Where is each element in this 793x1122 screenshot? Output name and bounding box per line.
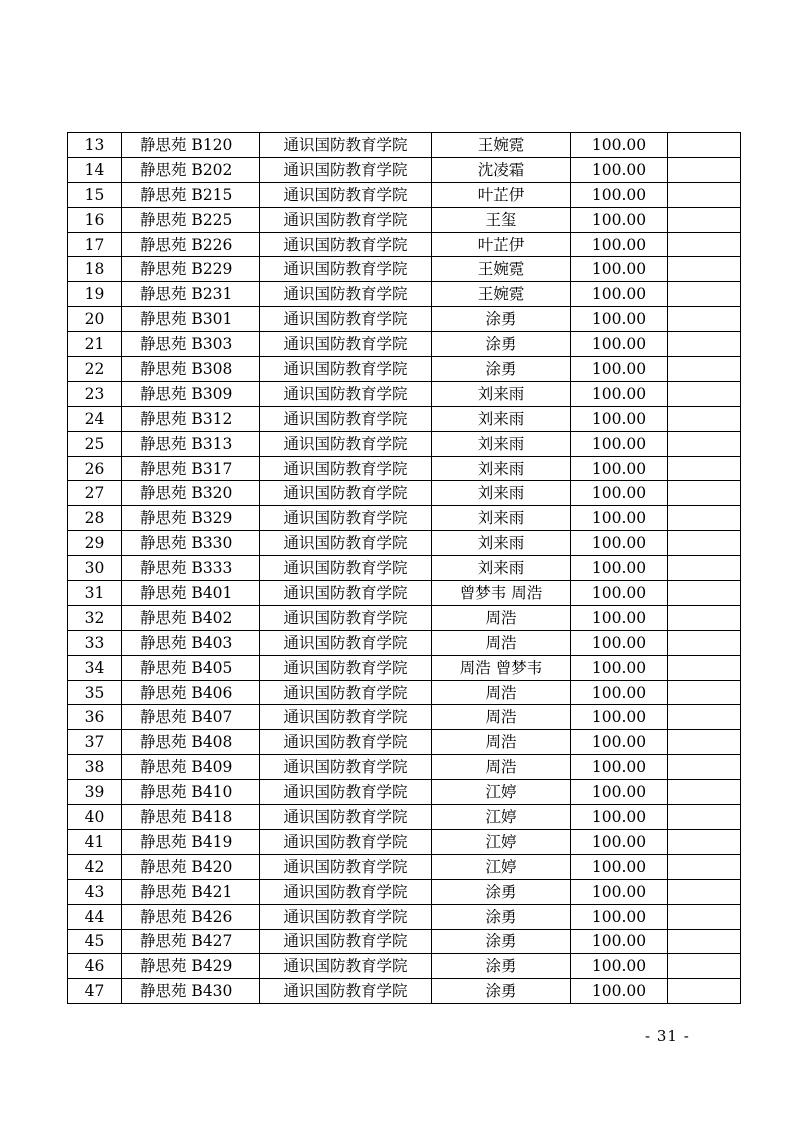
responsible-person-cell: 周浩 (432, 730, 571, 755)
score-cell: 100.00 (571, 332, 668, 357)
table-row (68, 456, 741, 481)
responsible-person-cell: 周浩 (432, 705, 571, 730)
remark-cell (668, 531, 741, 556)
table-row (68, 805, 741, 830)
college-cell: 通识国防教育学院 (260, 954, 432, 979)
college-cell: 通识国防教育学院 (260, 680, 432, 705)
dorm-room-cell: 静思苑 B329 (122, 506, 260, 531)
score-cell: 100.00 (571, 481, 668, 506)
table-row (68, 357, 741, 382)
dorm-room-cell: 静思苑 B226 (122, 232, 260, 257)
responsible-person-cell: 江婷 (432, 829, 571, 854)
table-row (68, 630, 741, 655)
table-row (68, 506, 741, 531)
table-row (68, 257, 741, 282)
remark-cell (668, 257, 741, 282)
remark-cell (668, 829, 741, 854)
score-cell: 100.00 (571, 705, 668, 730)
score-cell: 100.00 (571, 182, 668, 207)
college-cell: 通识国防教育学院 (260, 207, 432, 232)
row-number-cell: 22 (68, 357, 122, 382)
responsible-person-cell: 涂勇 (432, 332, 571, 357)
table-row (68, 531, 741, 556)
college-cell: 通识国防教育学院 (260, 506, 432, 531)
dorm-room-cell: 静思苑 B420 (122, 854, 260, 879)
dorm-room-cell: 静思苑 B333 (122, 556, 260, 581)
college-cell: 通识国防教育学院 (260, 556, 432, 581)
table-row (68, 605, 741, 630)
dorm-room-cell: 静思苑 B309 (122, 381, 260, 406)
table-row (68, 556, 741, 581)
row-number-cell: 14 (68, 157, 122, 182)
row-number-cell: 40 (68, 805, 122, 830)
dorm-room-cell: 静思苑 B320 (122, 481, 260, 506)
college-cell: 通识国防教育学院 (260, 904, 432, 929)
row-number-cell: 44 (68, 904, 122, 929)
remark-cell (668, 879, 741, 904)
responsible-person-cell: 叶芷伊 (432, 232, 571, 257)
score-cell: 100.00 (571, 506, 668, 531)
row-number-cell: 20 (68, 307, 122, 332)
table-row (68, 979, 741, 1004)
score-cell: 100.00 (571, 904, 668, 929)
table-row (68, 182, 741, 207)
table-row (68, 680, 741, 705)
college-cell: 通识国防教育学院 (260, 655, 432, 680)
row-number-cell: 42 (68, 854, 122, 879)
remark-cell (668, 282, 741, 307)
row-number-cell: 19 (68, 282, 122, 307)
row-number-cell: 16 (68, 207, 122, 232)
responsible-person-cell: 刘来雨 (432, 456, 571, 481)
remark-cell (668, 133, 741, 158)
dorm-room-cell: 静思苑 B426 (122, 904, 260, 929)
dormitory-score-table (67, 132, 741, 1004)
score-cell: 100.00 (571, 157, 668, 182)
row-number-cell: 34 (68, 655, 122, 680)
responsible-person-cell: 涂勇 (432, 954, 571, 979)
responsible-person-cell: 刘来雨 (432, 381, 571, 406)
score-cell: 100.00 (571, 381, 668, 406)
college-cell: 通识国防教育学院 (260, 805, 432, 830)
remark-cell (668, 605, 741, 630)
dorm-room-cell: 静思苑 B301 (122, 307, 260, 332)
responsible-person-cell: 刘来雨 (432, 506, 571, 531)
row-number-cell: 39 (68, 780, 122, 805)
table-row (68, 431, 741, 456)
college-cell: 通识国防教育学院 (260, 157, 432, 182)
row-number-cell: 35 (68, 680, 122, 705)
responsible-person-cell: 刘来雨 (432, 431, 571, 456)
table-row (68, 232, 741, 257)
row-number-cell: 31 (68, 581, 122, 606)
table-row (68, 655, 741, 680)
college-cell: 通识国防教育学院 (260, 531, 432, 556)
college-cell: 通识国防教育学院 (260, 381, 432, 406)
score-cell: 100.00 (571, 655, 668, 680)
responsible-person-cell: 周浩 (432, 605, 571, 630)
row-number-cell: 43 (68, 879, 122, 904)
dorm-room-cell: 静思苑 B317 (122, 456, 260, 481)
row-number-cell: 30 (68, 556, 122, 581)
table-row (68, 829, 741, 854)
score-cell: 100.00 (571, 406, 668, 431)
score-cell: 100.00 (571, 780, 668, 805)
score-cell: 100.00 (571, 357, 668, 382)
table-row (68, 780, 741, 805)
table-row (68, 854, 741, 879)
remark-cell (668, 979, 741, 1004)
remark-cell (668, 556, 741, 581)
score-cell: 100.00 (571, 581, 668, 606)
college-cell: 通识国防教育学院 (260, 929, 432, 954)
dorm-room-cell: 静思苑 B429 (122, 954, 260, 979)
dorm-room-cell: 静思苑 B231 (122, 282, 260, 307)
responsible-person-cell: 周浩 (432, 680, 571, 705)
remark-cell (668, 630, 741, 655)
score-cell: 100.00 (571, 556, 668, 581)
table-row (68, 381, 741, 406)
score-cell: 100.00 (571, 730, 668, 755)
table-row (68, 481, 741, 506)
row-number-cell: 36 (68, 705, 122, 730)
score-cell: 100.00 (571, 282, 668, 307)
score-cell: 100.00 (571, 431, 668, 456)
dorm-room-cell: 静思苑 B427 (122, 929, 260, 954)
college-cell: 通识国防教育学院 (260, 879, 432, 904)
score-cell: 100.00 (571, 307, 668, 332)
responsible-person-cell: 周浩 曾梦韦 (432, 655, 571, 680)
remark-cell (668, 854, 741, 879)
college-cell: 通识国防教育学院 (260, 357, 432, 382)
remark-cell (668, 805, 741, 830)
college-cell: 通识国防教育学院 (260, 581, 432, 606)
remark-cell (668, 680, 741, 705)
table-row (68, 332, 741, 357)
dorm-room-cell: 静思苑 B313 (122, 431, 260, 456)
score-cell: 100.00 (571, 805, 668, 830)
table-row (68, 929, 741, 954)
dorm-room-cell: 静思苑 B419 (122, 829, 260, 854)
row-number-cell: 27 (68, 481, 122, 506)
remark-cell (668, 182, 741, 207)
row-number-cell: 15 (68, 182, 122, 207)
row-number-cell: 29 (68, 531, 122, 556)
table-row (68, 904, 741, 929)
college-cell: 通识国防教育学院 (260, 979, 432, 1004)
college-cell: 通识国防教育学院 (260, 307, 432, 332)
dorm-room-cell: 静思苑 B402 (122, 605, 260, 630)
remark-cell (668, 655, 741, 680)
dorm-room-cell: 静思苑 B215 (122, 182, 260, 207)
responsible-person-cell: 涂勇 (432, 979, 571, 1004)
table-row (68, 157, 741, 182)
row-number-cell: 37 (68, 730, 122, 755)
row-number-cell: 13 (68, 133, 122, 158)
responsible-person-cell: 王婉霓 (432, 133, 571, 158)
responsible-person-cell: 叶芷伊 (432, 182, 571, 207)
college-cell: 通识国防教育学院 (260, 705, 432, 730)
dorm-room-cell: 静思苑 B330 (122, 531, 260, 556)
row-number-cell: 18 (68, 257, 122, 282)
college-cell: 通识国防教育学院 (260, 431, 432, 456)
remark-cell (668, 232, 741, 257)
table-row (68, 406, 741, 431)
dorm-room-cell: 静思苑 B120 (122, 133, 260, 158)
dorm-room-cell: 静思苑 B421 (122, 879, 260, 904)
remark-cell (668, 332, 741, 357)
table-row (68, 730, 741, 755)
dorm-room-cell: 静思苑 B418 (122, 805, 260, 830)
remark-cell (668, 705, 741, 730)
responsible-person-cell: 王婉霓 (432, 282, 571, 307)
row-number-cell: 25 (68, 431, 122, 456)
row-number-cell: 46 (68, 954, 122, 979)
college-cell: 通识国防教育学院 (260, 406, 432, 431)
college-cell: 通识国防教育学院 (260, 257, 432, 282)
dorm-room-cell: 静思苑 B408 (122, 730, 260, 755)
table-row (68, 705, 741, 730)
responsible-person-cell: 周浩 (432, 755, 571, 780)
dorm-room-cell: 静思苑 B308 (122, 357, 260, 382)
remark-cell (668, 157, 741, 182)
dorm-room-cell: 静思苑 B225 (122, 207, 260, 232)
row-number-cell: 41 (68, 829, 122, 854)
score-cell: 100.00 (571, 605, 668, 630)
remark-cell (668, 755, 741, 780)
row-number-cell: 26 (68, 456, 122, 481)
dorm-room-cell: 静思苑 B202 (122, 157, 260, 182)
responsible-person-cell: 江婷 (432, 780, 571, 805)
score-cell: 100.00 (571, 630, 668, 655)
dorm-room-cell: 静思苑 B229 (122, 257, 260, 282)
dorm-room-cell: 静思苑 B401 (122, 581, 260, 606)
table-row (68, 954, 741, 979)
college-cell: 通识国防教育学院 (260, 332, 432, 357)
score-cell: 100.00 (571, 979, 668, 1004)
score-cell: 100.00 (571, 257, 668, 282)
remark-cell (668, 406, 741, 431)
college-cell: 通识国防教育学院 (260, 481, 432, 506)
remark-cell (668, 307, 741, 332)
dorm-room-cell: 静思苑 B406 (122, 680, 260, 705)
table-body (68, 133, 741, 1004)
responsible-person-cell: 曾梦韦 周浩 (432, 581, 571, 606)
remark-cell (668, 904, 741, 929)
score-cell: 100.00 (571, 680, 668, 705)
responsible-person-cell: 刘来雨 (432, 481, 571, 506)
score-cell: 100.00 (571, 879, 668, 904)
remark-cell (668, 780, 741, 805)
responsible-person-cell: 周浩 (432, 630, 571, 655)
college-cell: 通识国防教育学院 (260, 182, 432, 207)
responsible-person-cell: 涂勇 (432, 357, 571, 382)
row-number-cell: 38 (68, 755, 122, 780)
table-row (68, 755, 741, 780)
responsible-person-cell: 涂勇 (432, 904, 571, 929)
responsible-person-cell: 王婉霓 (432, 257, 571, 282)
dorm-room-cell: 静思苑 B410 (122, 780, 260, 805)
remark-cell (668, 506, 741, 531)
dorm-room-cell: 静思苑 B405 (122, 655, 260, 680)
dorm-room-cell: 静思苑 B409 (122, 755, 260, 780)
college-cell: 通识国防教育学院 (260, 232, 432, 257)
score-cell: 100.00 (571, 829, 668, 854)
college-cell: 通识国防教育学院 (260, 829, 432, 854)
score-cell: 100.00 (571, 207, 668, 232)
table-row (68, 282, 741, 307)
remark-cell (668, 207, 741, 232)
remark-cell (668, 456, 741, 481)
college-cell: 通识国防教育学院 (260, 730, 432, 755)
remark-cell (668, 357, 741, 382)
responsible-person-cell: 刘来雨 (432, 556, 571, 581)
row-number-cell: 24 (68, 406, 122, 431)
remark-cell (668, 431, 741, 456)
responsible-person-cell: 涂勇 (432, 307, 571, 332)
dormitory-score-table-container (67, 132, 740, 1004)
dorm-room-cell: 静思苑 B407 (122, 705, 260, 730)
score-cell: 100.00 (571, 531, 668, 556)
table-row (68, 207, 741, 232)
score-cell: 100.00 (571, 232, 668, 257)
table-row (68, 133, 741, 158)
table-row (68, 879, 741, 904)
page-number: - 31 - (645, 1027, 690, 1045)
responsible-person-cell: 沈凌霜 (432, 157, 571, 182)
row-number-cell: 17 (68, 232, 122, 257)
dorm-room-cell: 静思苑 B430 (122, 979, 260, 1004)
score-cell: 100.00 (571, 954, 668, 979)
college-cell: 通识国防教育学院 (260, 133, 432, 158)
remark-cell (668, 954, 741, 979)
responsible-person-cell: 涂勇 (432, 879, 571, 904)
row-number-cell: 45 (68, 929, 122, 954)
college-cell: 通识国防教育学院 (260, 780, 432, 805)
row-number-cell: 32 (68, 605, 122, 630)
dorm-room-cell: 静思苑 B303 (122, 332, 260, 357)
responsible-person-cell: 涂勇 (432, 929, 571, 954)
college-cell: 通识国防教育学院 (260, 755, 432, 780)
score-cell: 100.00 (571, 456, 668, 481)
score-cell: 100.00 (571, 133, 668, 158)
row-number-cell: 47 (68, 979, 122, 1004)
college-cell: 通识国防教育学院 (260, 605, 432, 630)
table-row (68, 581, 741, 606)
responsible-person-cell: 刘来雨 (432, 531, 571, 556)
remark-cell (668, 481, 741, 506)
responsible-person-cell: 刘来雨 (432, 406, 571, 431)
responsible-person-cell: 江婷 (432, 854, 571, 879)
row-number-cell: 21 (68, 332, 122, 357)
college-cell: 通识国防教育学院 (260, 282, 432, 307)
responsible-person-cell: 王玺 (432, 207, 571, 232)
row-number-cell: 23 (68, 381, 122, 406)
remark-cell (668, 929, 741, 954)
dorm-room-cell: 静思苑 B312 (122, 406, 260, 431)
table-row (68, 307, 741, 332)
responsible-person-cell: 江婷 (432, 805, 571, 830)
score-cell: 100.00 (571, 755, 668, 780)
score-cell: 100.00 (571, 929, 668, 954)
remark-cell (668, 581, 741, 606)
row-number-cell: 33 (68, 630, 122, 655)
score-cell: 100.00 (571, 854, 668, 879)
college-cell: 通识国防教育学院 (260, 456, 432, 481)
row-number-cell: 28 (68, 506, 122, 531)
dorm-room-cell: 静思苑 B403 (122, 630, 260, 655)
remark-cell (668, 381, 741, 406)
college-cell: 通识国防教育学院 (260, 630, 432, 655)
remark-cell (668, 730, 741, 755)
college-cell: 通识国防教育学院 (260, 854, 432, 879)
